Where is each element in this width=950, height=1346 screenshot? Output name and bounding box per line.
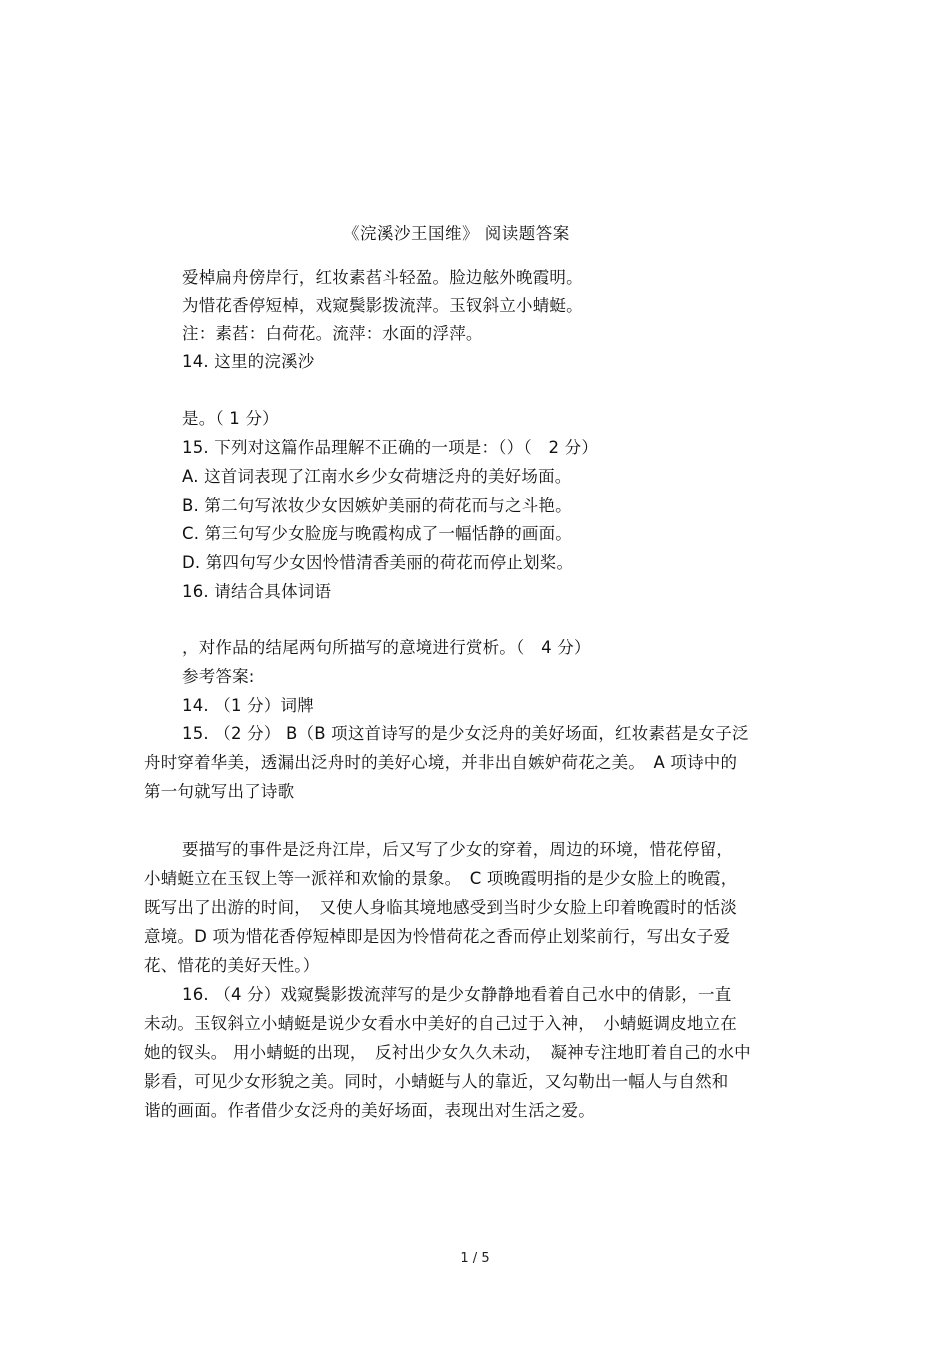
question-15-option-b: B. 第二句写浓妆少女因嫉妒美丽的荷花而与之斗艳。 bbox=[182, 496, 572, 515]
answer-15-line-4: 要描写的事件是泛舟江岸，后又写了少女的穿着，周边的环境，惜花停留， bbox=[182, 840, 734, 859]
answer-16-line-4: 影看，可见少女形貌之美。同时，小蜻蜓与人的靠近，又勾勒出一幅人与自然和 bbox=[144, 1072, 729, 1091]
answer-16-line-3: 她的钗头。 用小蜻蜓的出现， 反衬出少女久久未动， 凝神专注地盯着自己的水中 bbox=[144, 1043, 751, 1062]
question-15-option-a: A. 这首词表现了江南水乡少女荷塘泛舟的美好场面。 bbox=[182, 467, 572, 486]
poem-note: 注：素萏：白荷花。流萍：水面的浮萍。 bbox=[182, 324, 483, 343]
question-15: 15. 下列对这篇作品理解不正确的一项是：（）（ 2 分） bbox=[182, 438, 599, 457]
answer-16-line-5: 谐的画面。作者借少女泛舟的美好场面，表现出对生活之爱。 bbox=[144, 1101, 595, 1120]
poem-line-1: 爱棹扁舟傍岸行，红妆素萏斗轻盈。脸边舷外晚霞明。 bbox=[182, 268, 583, 287]
answer-16-line-1: 16. （4 分）戏窥鬓影拨流萍写的是少女静静地看着自己水中的倩影，一直 bbox=[182, 985, 732, 1004]
poem-line-2: 为惜花香停短棹，戏窥鬓影拨流萍。玉钗斜立小蜻蜓。 bbox=[182, 296, 583, 315]
question-15-option-d: D. 第四句写少女因怜惜清香美丽的荷花而停止划桨。 bbox=[182, 553, 574, 572]
answer-15-line-3: 第一句就写出了诗歌 bbox=[144, 782, 295, 801]
question-14-part-2: 是。（ 1 分） bbox=[182, 409, 279, 428]
answers-heading: 参考答案: bbox=[182, 667, 255, 686]
answer-15-line-6: 既写出了出游的时间， 又使人身临其境地感受到当时少女脸上印着晚霞时的恬淡 bbox=[144, 898, 737, 917]
answer-15-line-7: 意境。D 项为惜花香停短棹即是因为怜惜荷花之香而停止划桨前行，写出女子爱 bbox=[144, 927, 731, 946]
question-16-part-1: 16. 请结合具体词语 bbox=[182, 582, 332, 601]
answer-15-line-1: 15. （2 分） B（B 项这首诗写的是少女泛舟的美好场面，红妆素萏是女子泛 bbox=[182, 724, 749, 743]
answer-15-line-8: 花、惜花的美好天性。） bbox=[144, 956, 320, 975]
question-15-option-c: C. 第三句写少女脸庞与晚霞构成了一幅恬静的画面。 bbox=[182, 524, 573, 543]
answer-15-line-5: 小蜻蜓立在玉钗上等一派祥和欢愉的景象。 C 项晚霞明指的是少女脸上的晚霞， bbox=[144, 869, 738, 888]
page-number: 1 / 5 bbox=[460, 1251, 490, 1266]
answer-16-line-2: 未动。玉钗斜立小蜻蜓是说少女看水中美好的自己过于入神， 小蜻蜓调皮地立在 bbox=[144, 1014, 737, 1033]
document-title: 《浣溪沙王国维》 阅读题答案 bbox=[343, 224, 570, 243]
answer-15-line-2: 舟时穿着华美，透漏出泛舟时的美好心境，并非出自嫉妒荷花之美。 A 项诗中的 bbox=[144, 753, 738, 772]
question-14-part-1: 14. 这里的浣溪沙 bbox=[182, 352, 315, 371]
answer-14: 14. （1 分）词牌 bbox=[182, 696, 314, 715]
question-16-part-2: ，对作品的结尾两句所描写的意境进行赏析。（ 4 分） bbox=[182, 638, 591, 657]
